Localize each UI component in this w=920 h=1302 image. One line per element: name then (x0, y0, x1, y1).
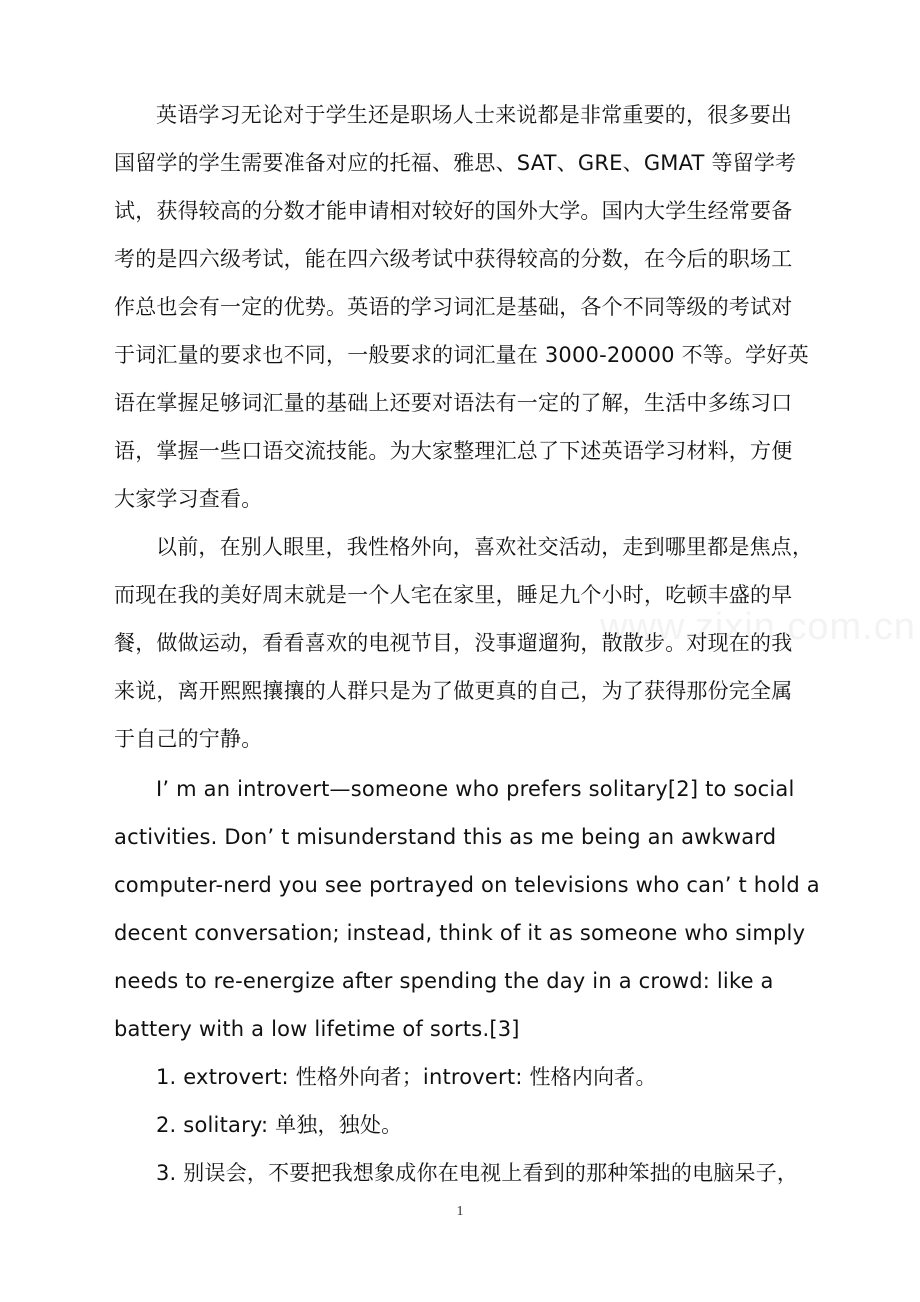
paragraph-line: activities. Don’ t misunderstand this as me being an awkward (114, 825, 777, 849)
paragraph-line: 国留学的学生需要准备对应的托福、雅思、SAT、GRE、GMAT 等留学考 (114, 151, 797, 175)
paragraph-line: decent conversation; instead, think of it as someone who simply (114, 921, 806, 945)
paragraph-line: needs to re-energize after spending the day in a crowd: like a (114, 969, 774, 993)
note-item: 1. extrovert: 性格外向者；introvert: 性格内向者。 (156, 1065, 657, 1089)
watermark: www.zixin.com.cn (600, 606, 916, 648)
paragraph-line: 于词汇量的要求也不同，一般要求的词汇量在 3000-20000 不等。学好英 (114, 343, 809, 367)
paragraph-line: 以前，在别人眼里，我性格外向，喜欢社交活动，走到哪里都是焦点， (156, 535, 814, 559)
paragraph-line: 于自己的宁静。 (114, 727, 263, 751)
paragraph-line: 语，掌握一些口语交流技能。为大家整理汇总了下述英语学习材料，方便 (114, 439, 793, 463)
paragraph-line: 餐，做做运动，看看喜欢的电视节目，没事遛遛狗，散散步。对现在的我 (114, 631, 793, 655)
paragraph-line: 作总也会有一定的优势。英语的学习词汇是基础，各个不同等级的考试对 (114, 295, 793, 319)
paragraph-line: battery with a low lifetime of sorts.[3] (114, 1017, 520, 1041)
paragraph-line: computer-nerd you see portrayed on televisions who can’ t hold a (114, 873, 820, 897)
paragraph-line: 大家学习查看。 (114, 487, 263, 511)
paragraph-line: I’ m an introvert—someone who prefers solitary[2] to social (156, 777, 795, 801)
paragraph-line: 考的是四六级考试，能在四六级考试中获得较高的分数，在今后的职场工 (114, 247, 793, 271)
paragraph-line: 英语学习无论对于学生还是职场人士来说都是非常重要的，很多要出 (156, 103, 792, 127)
paragraph-line: 语在掌握足够词汇量的基础上还要对语法有一定的了解，生活中多练习口 (114, 391, 793, 415)
paragraph-line: 试，获得较高的分数才能申请相对较好的国外大学。国内大学生经常要备 (114, 199, 793, 223)
note-item: 3. 别误会，不要把我想象成你在电视上看到的那种笨拙的电脑呆子， (156, 1161, 799, 1185)
paragraph-line: 来说，离开熙熙攘攘的人群只是为了做更真的自己，为了获得那份完全属 (114, 679, 793, 703)
page-number: 1 (456, 1204, 464, 1219)
paragraph-line: 而现在我的美好周末就是一个人宅在家里，睡足九个小时，吃顿丰盛的早 (114, 583, 793, 607)
note-item: 2. solitary: 单独，独处。 (156, 1113, 403, 1137)
